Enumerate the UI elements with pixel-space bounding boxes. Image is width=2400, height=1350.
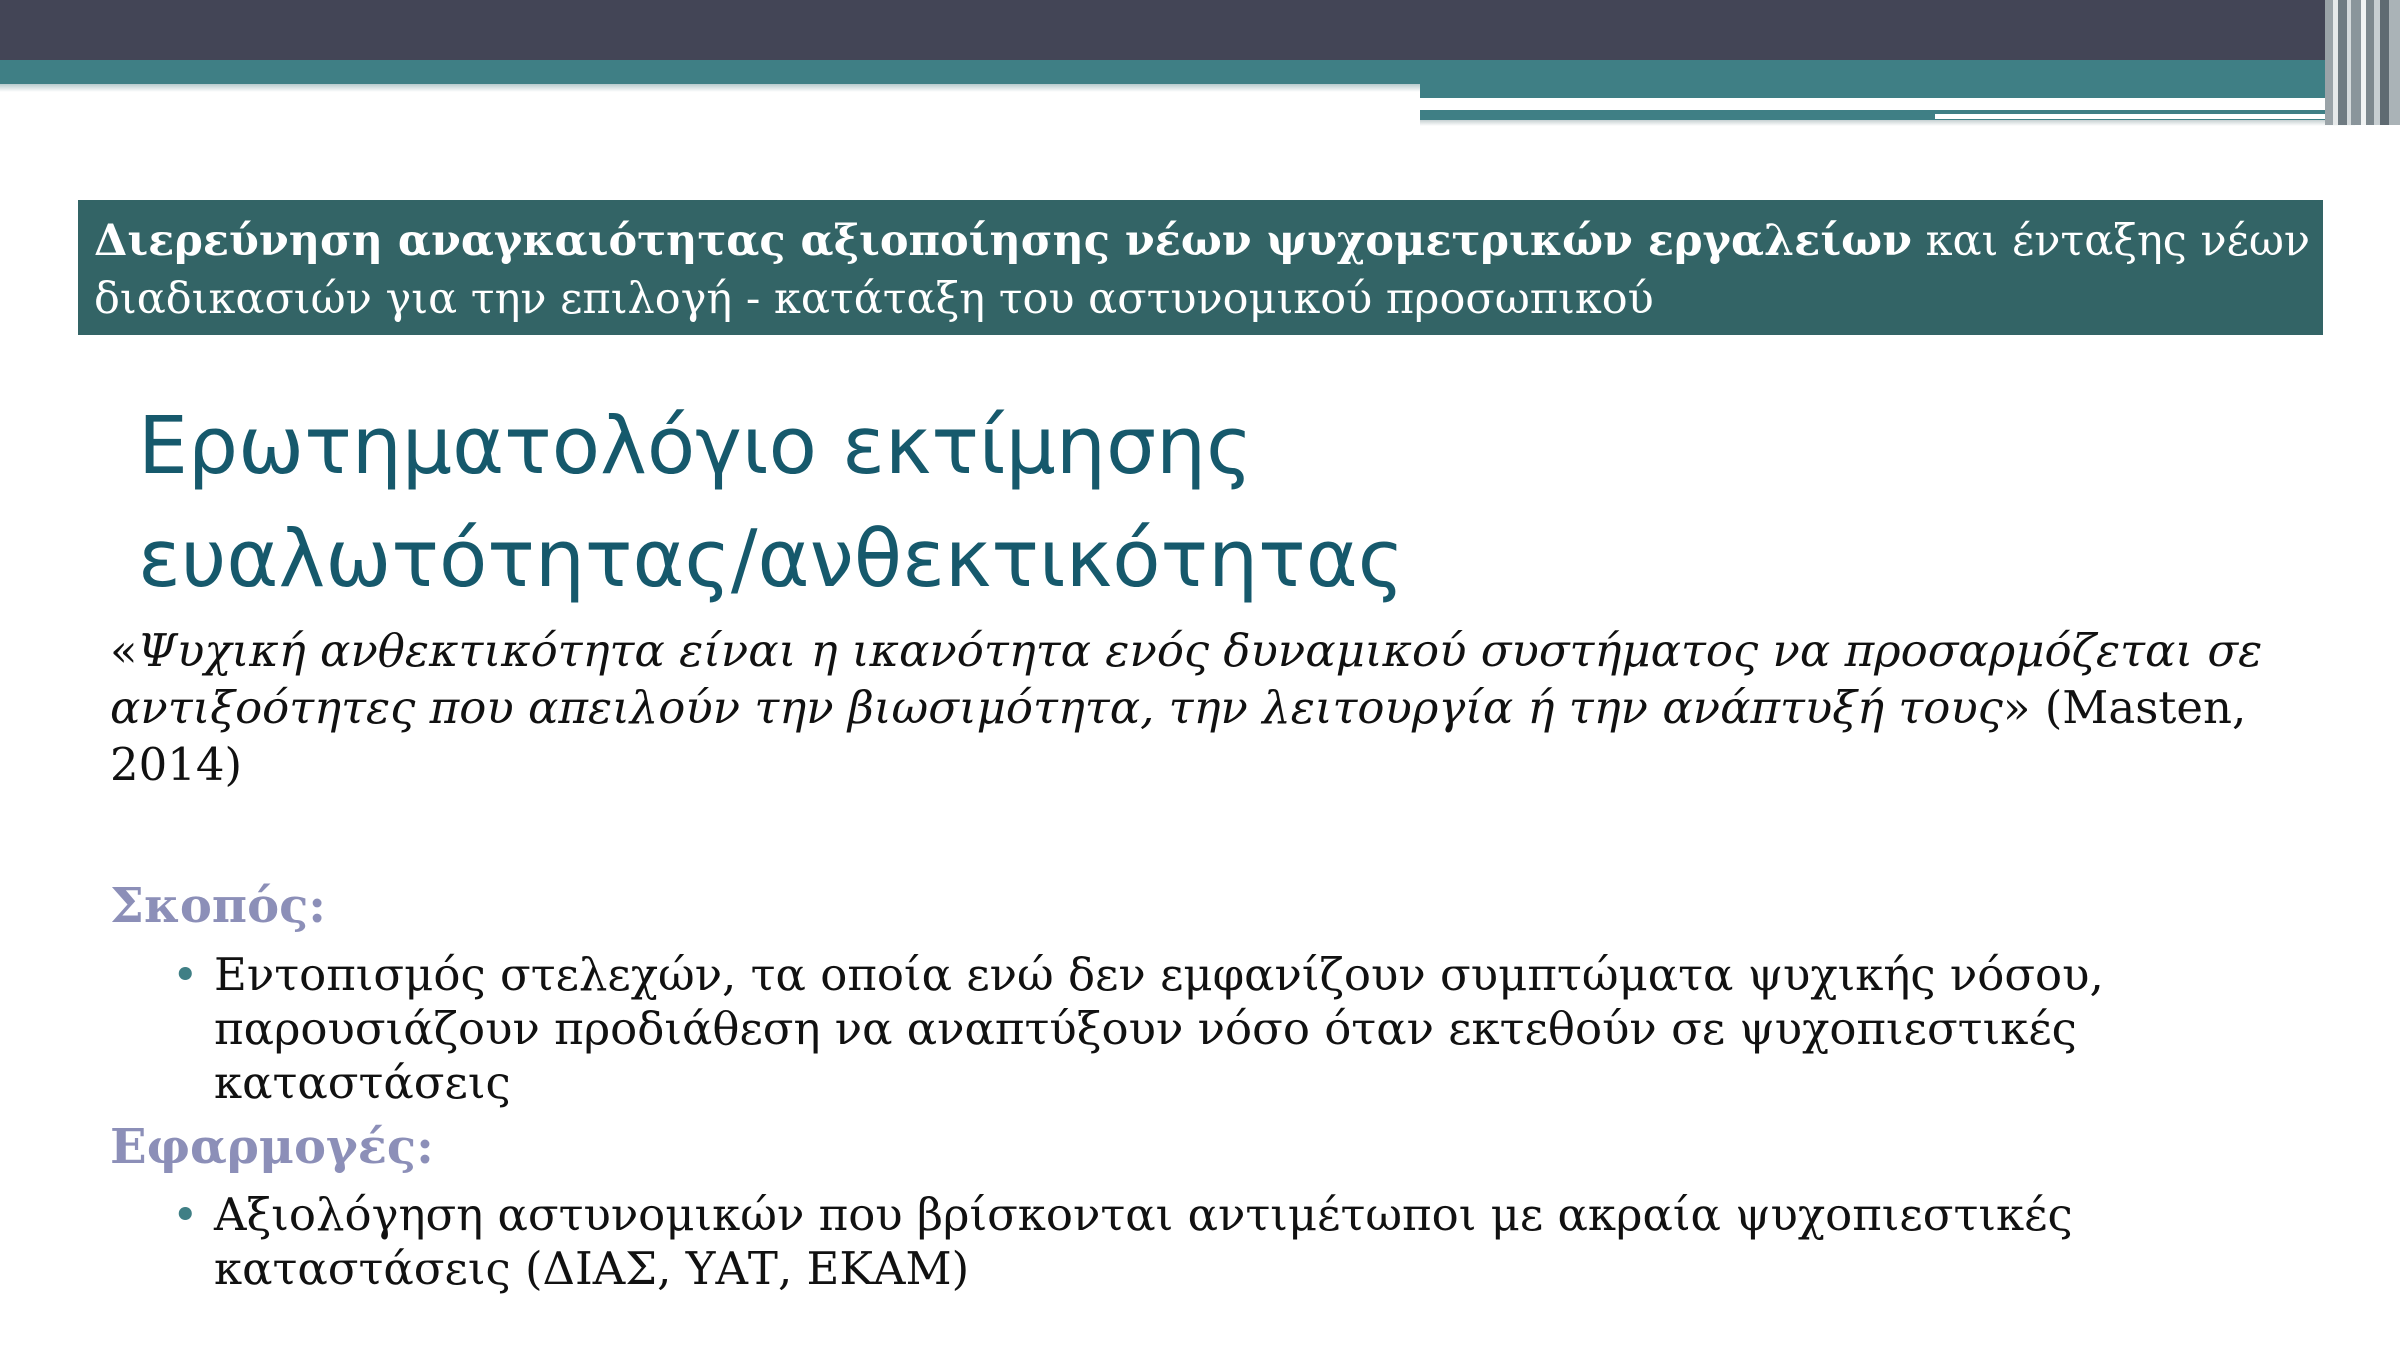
slide-title-line-1: Ερωτηματολόγιο εκτίμησης <box>138 400 1253 492</box>
top-dark-bar <box>0 0 2400 60</box>
quote-open-mark: « <box>110 624 138 677</box>
scope-line-2: παρουσιάζουν προδιάθεση να αναπτύξουν νόσο όταν εκτεθούν σε ψυχοπιεστικές <box>214 1002 2077 1055</box>
banner-line-2: διαδικασιών για την επιλογή - κατάταξη του αστυνομικού προσωπικού <box>94 274 1654 324</box>
project-banner <box>78 200 2323 335</box>
slide-title <box>138 390 2238 616</box>
corner-vertical-stripes <box>2325 0 2400 125</box>
quote-citation-author: (Masten, <box>2030 681 2247 734</box>
quote-close-mark: » <box>2002 681 2031 734</box>
bullet-dot-icon: • <box>172 948 199 1001</box>
applications-line-1: Αξιολόγηση αστυνομικών που βρίσκονται αντιμέτωποι με ακραία ψυχοπιεστικές <box>214 1188 2073 1241</box>
slide-title-line-2: ευαλωτότητας/ανθεκτικότητας <box>138 513 1405 605</box>
banner-bold-text: Διερεύνηση αναγκαιότητας αξιοποίησης νέων ψυχομετρικών εργαλείων <box>94 216 1912 266</box>
right-accent-highlight <box>1935 114 2355 119</box>
definition-quote <box>110 622 2263 793</box>
quote-italic-1: Ψυχική ανθεκτικότητα είναι η ικανότητα ενός δυναμικού συστήματος να προσαρμόζεται σε <box>137 624 2263 677</box>
applications-line-2: καταστάσεις (ΔΙΑΣ, ΥΑΤ, ΕΚΑΜ) <box>214 1242 970 1295</box>
scope-line-3: καταστάσεις <box>214 1056 511 1109</box>
quote-line-1 <box>110 622 2263 679</box>
scope-bullet-text <box>214 948 2104 1110</box>
quote-citation-year: 2014) <box>110 738 243 791</box>
right-accent-shadow <box>1420 120 2355 126</box>
teal-strip-shadow <box>0 84 1420 92</box>
scope-heading: Σκοπός: <box>110 878 327 934</box>
applications-heading: Εφαρμογές: <box>110 1119 434 1175</box>
applications-bullet-text <box>214 1188 2073 1296</box>
right-accent-line <box>1420 84 2355 98</box>
banner-line-1 <box>94 212 2311 270</box>
top-teal-strip <box>0 60 2355 84</box>
quote-italic-2: αντιξοότητες που απειλούν την βιωσιμότητα, την λειτουργία ή την ανάπτυξή τους <box>110 681 2003 734</box>
banner-rest-text: και ένταξης νέων <box>1911 216 2311 266</box>
quote-line-2 <box>110 679 2260 736</box>
scope-line-1: Εντοπισμός στελεχών, τα οποία ενώ δεν εμφανίζουν συμπτώματα ψυχικής νόσου, <box>214 948 2104 1001</box>
bullet-dot-icon: • <box>172 1188 199 1241</box>
